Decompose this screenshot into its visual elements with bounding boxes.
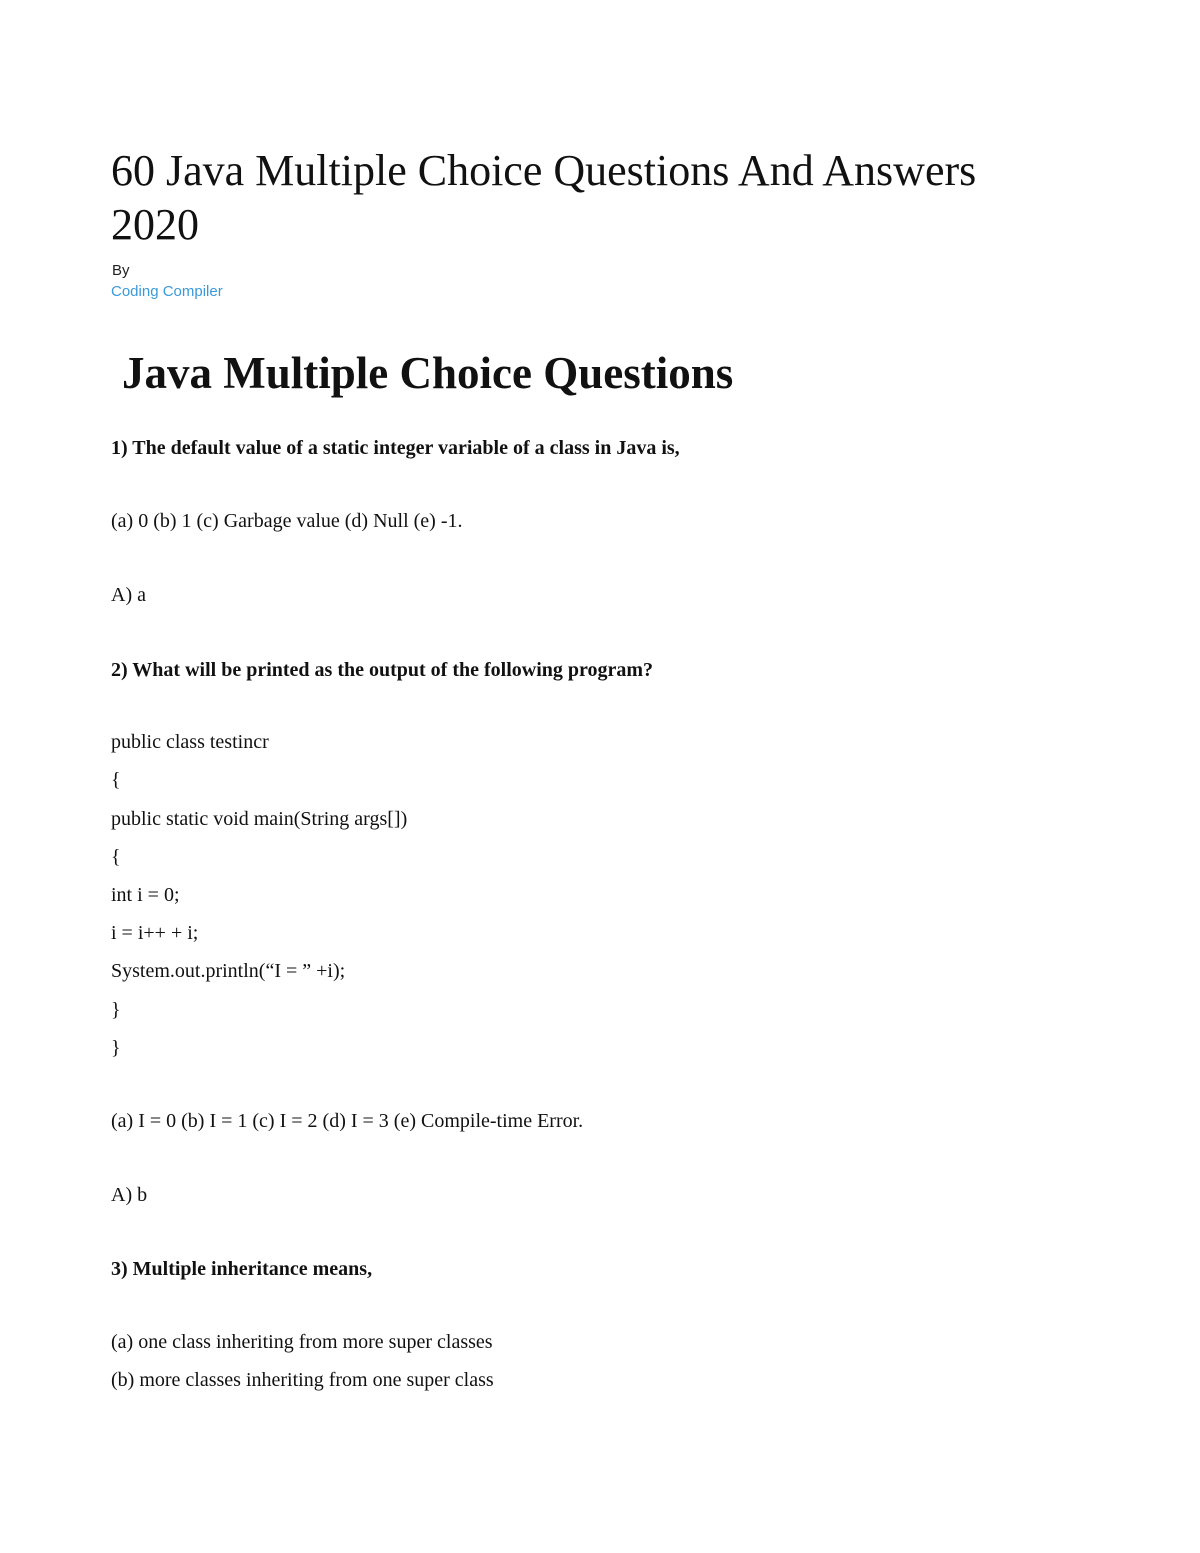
question-1-text: 1) The default value of a static integer variable of a class in Java is, [111,437,680,459]
code-line: public class testincr [111,731,269,753]
question-1-answer: A) a [111,584,146,606]
article-title-line2: 2020 [111,200,199,249]
question-2-options: (a) I = 0 (b) I = 1 (c) I = 2 (d) I = 3 (e) Compile-time Error. [111,1110,584,1132]
section-heading: Java Multiple Choice Questions [122,348,734,398]
question-3-option-b: (b) more classes inheriting from one super class [111,1369,494,1391]
author-link[interactable]: Coding Compiler [111,283,223,300]
code-line: } [111,1037,121,1059]
code-line: { [111,769,121,791]
code-line: } [111,999,121,1021]
question-2-text: 2) What will be printed as the output of the following program? [111,659,654,681]
code-line: { [111,846,121,868]
question-2-answer: A) b [111,1184,148,1206]
code-line: int i = 0; [111,884,180,906]
question-1-options: (a) 0 (b) 1 (c) Garbage value (d) Null (e) -1. [111,510,463,532]
byline-label: By [112,262,130,279]
code-line: public static void main(String args[]) [111,808,408,830]
code-line: System.out.println(“I = ” +i); [111,960,346,982]
code-line: i = i++ + i; [111,922,199,944]
article-title-line1: 60 Java Multiple Choice Questions And Answers [111,146,977,195]
question-3-option-a: (a) one class inheriting from more super classes [111,1331,493,1353]
question-3-text: 3) Multiple inheritance means, [111,1258,373,1280]
